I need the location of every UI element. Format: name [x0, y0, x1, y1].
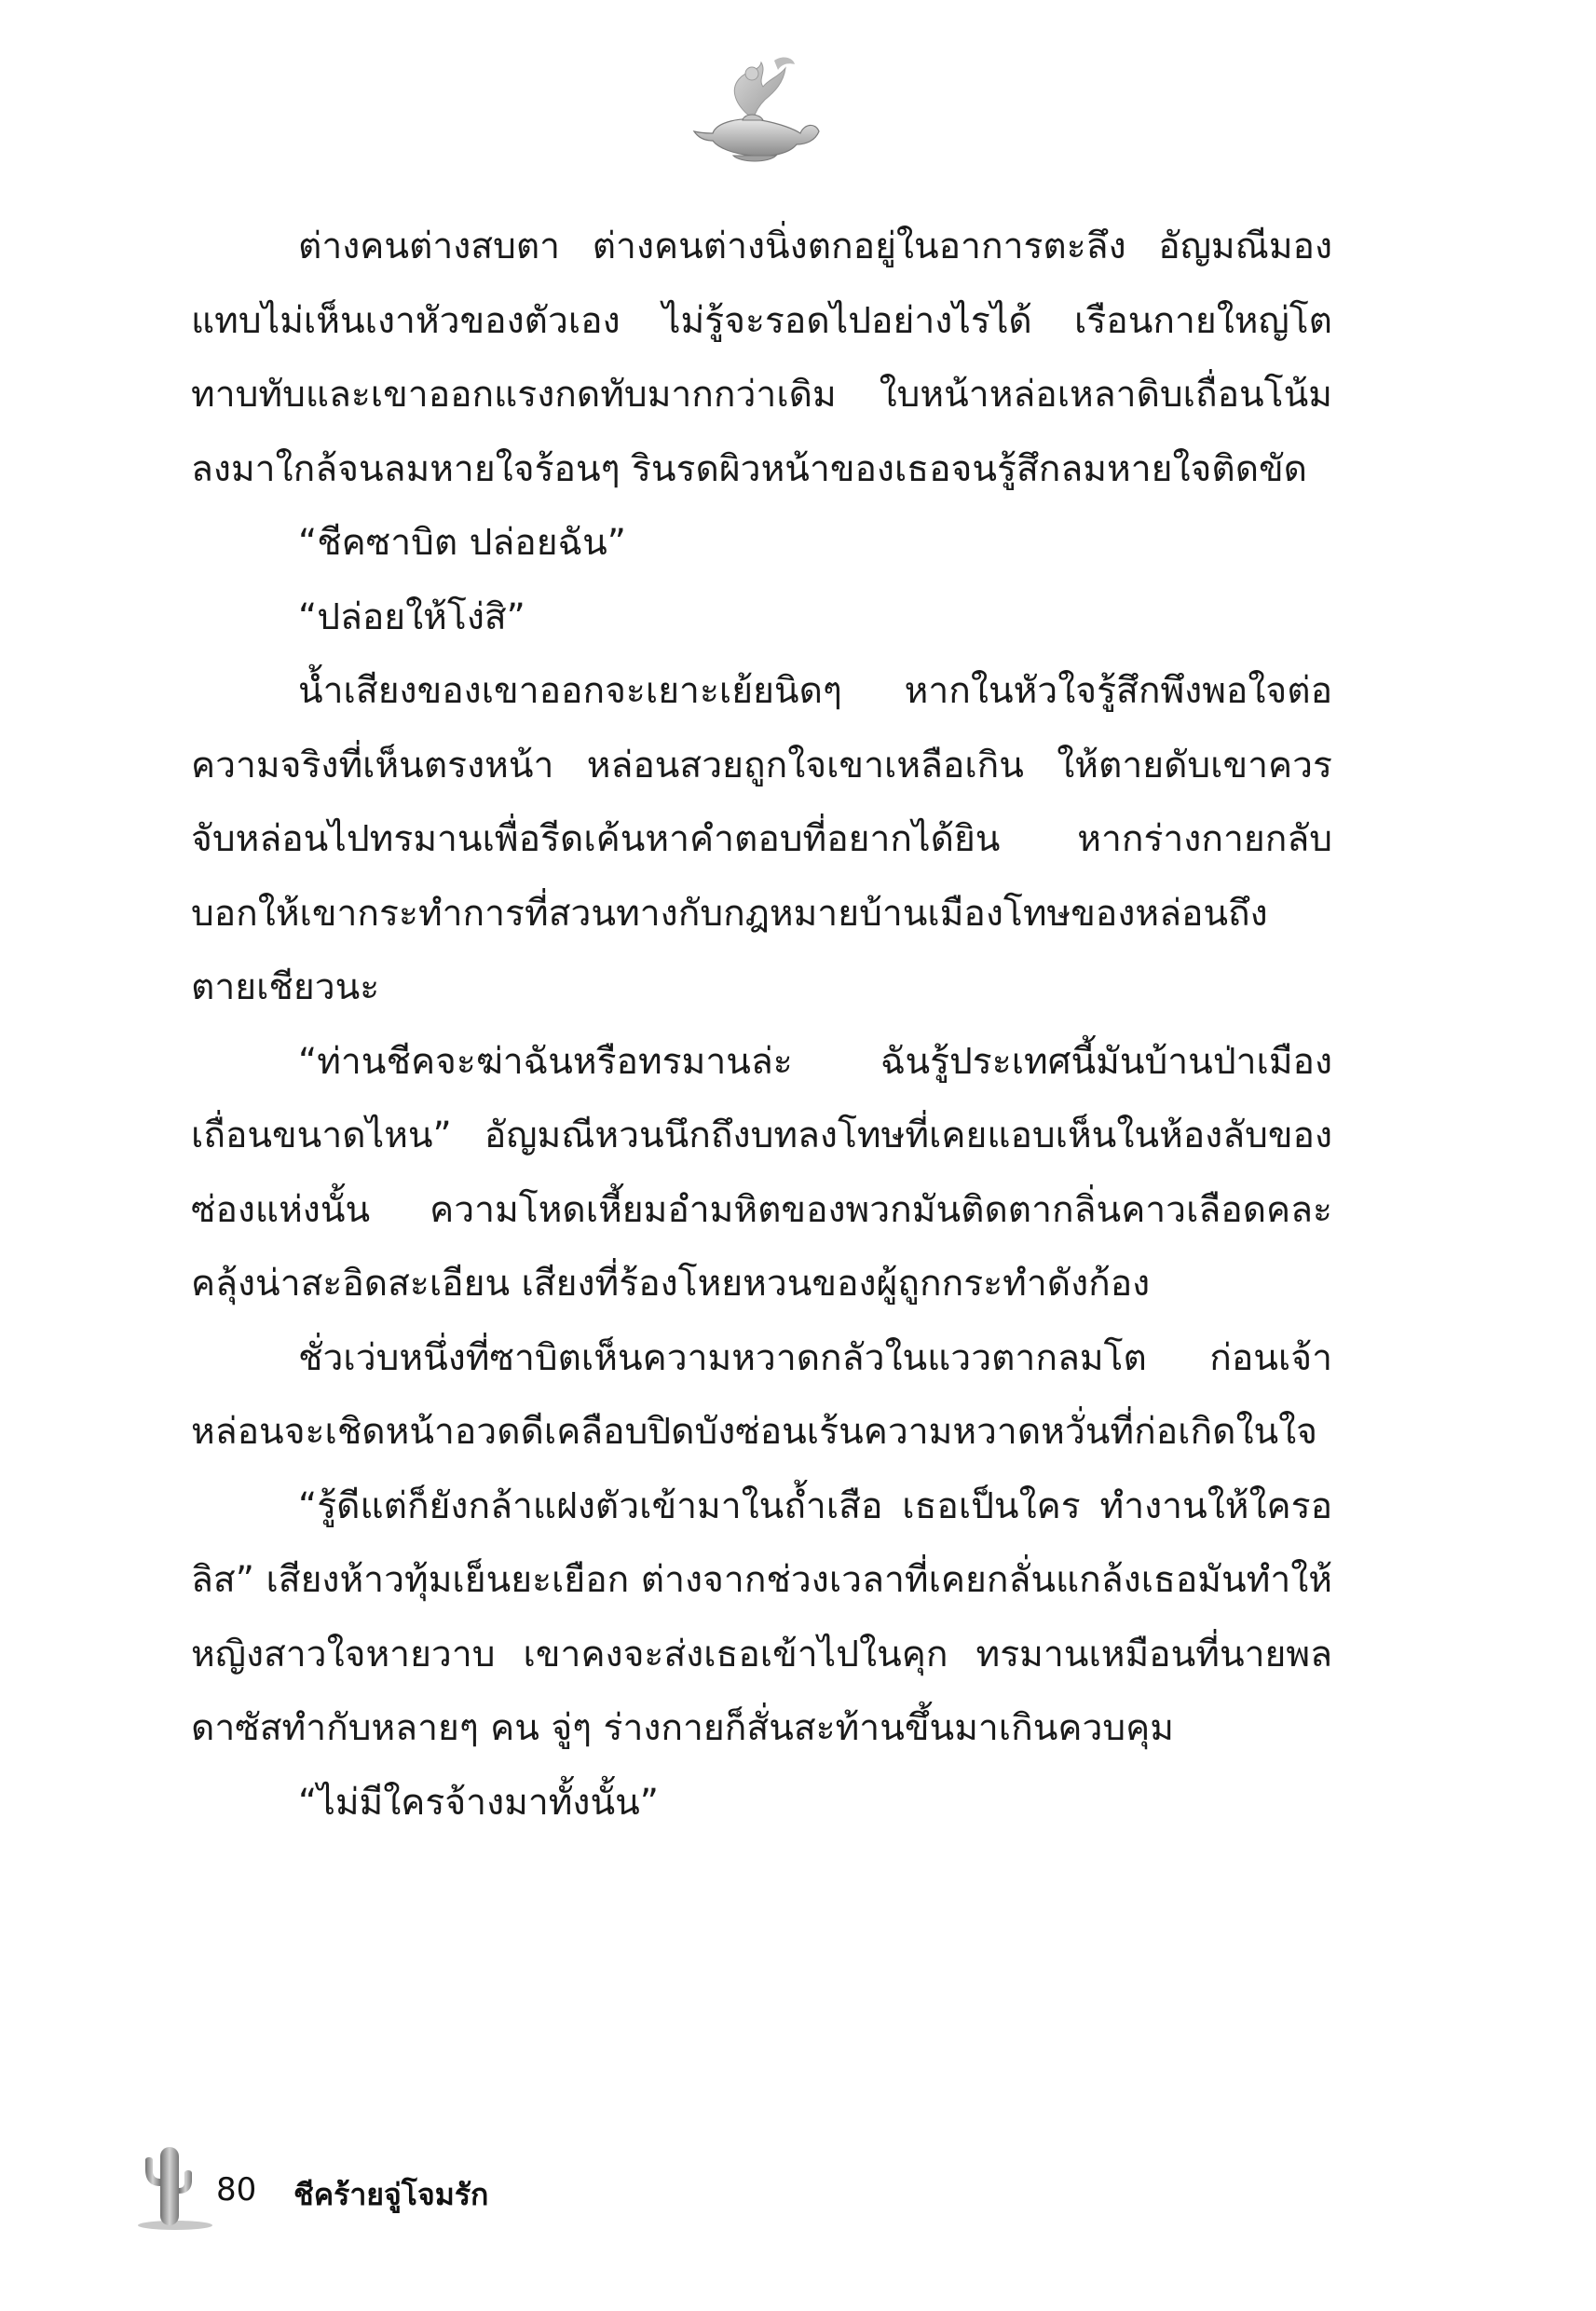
paragraph: ต่างคนต่างสบตา ต่างคนต่างนิ่งตกอยู่ในอาการตะลึง อัญมณีมองแทบไม่เห็นเงาหัวของตัวเอง ไม่รู้จะรอดไปอย่างไรได้ เรือนกายใหญ่โตทาบทับและเขาออกแรงกดทับมากกว่าเดิม ใบหน้าหล่อเหลาดิบเถื่อนโน้มลงมาใกล้จนลมหายใจร้อนๆ รินรดผิวหน้าของเธอจนรู้สึกลมหายใจติดขัด [191, 226, 1332, 490]
dialogue-line: “ชีคซาบิต ปล่อยฉัน” [298, 522, 626, 564]
dialogue-line: “ไม่มีใครจ้างมาทั้งนั้น” [298, 1781, 659, 1824]
genie-lamp-icon [685, 51, 825, 168]
paragraph: ชั่วเว่บหนึ่งที่ซาบิตเห็นความหวาดกลัวในแววตากลมโต ก่อนเจ้าหล่อนจะเชิดหน้าอวดดีเคลือบปิดบังซ่อนเร้นความหวาดหวั่นที่ก่อเกิดในใจ [191, 1336, 1332, 1453]
paragraph: น้ำเสียงของเขาออกจะเยาะเย้ยนิดๆ หากในหัวใจรู้สึกพึงพอใจต่อความจริงที่เห็นตรงหน้า หล่อนสวยถูกใจเขาเหลือเกิน ให้ตายดับเขาควรจับหล่อนไปทรมานเพื่อรีดเค้นหาคำตอบที่อยากได้ยิน หากร่างกายกลับบอกให้เขากระทำการที่สวนทางกับกฎหมายบ้านเมืองโทษของหล่อนถึงตายเชียวนะ [191, 670, 1332, 1008]
page-number: 80 [216, 2171, 257, 2208]
page-footer [130, 2143, 689, 2232]
dialogue-line: “ปล่อยให้โง่สิ” [298, 595, 525, 638]
book-title: ชีคร้ายจู่โจมรัก [293, 2177, 489, 2212]
paragraph: “รู้ดีแต่ก็ยังกล้าแฝงตัวเข้ามาในถ้ำเสือ เธอเป็นใคร ทำงานให้ใครอลิส” เสียงห้าวทุ้มเย็นยะเยือก ต่างจากช่วงเวลาที่เคยกลั่นแกล้งเธอมันทำให้หญิงสาวใจหายวาบ เขาคงจะส่งเธอเข้าไปในคุก ทรมานเหมือนที่นายพลดาซัสทำกับหลายๆ คน จู่ๆ ร่างกายก็สั่นสะท้านขึ้นมาเกินควบคุม [191, 1484, 1332, 1749]
paragraph: “ท่านชีคจะฆ่าฉันหรือทรมานล่ะ ฉันรู้ประเทศนี้มันบ้านป่าเมืองเถื่อนขนาดไหน” อัญมณีหวนนึกถึงบทลงโทษที่เคยแอบเห็นในห้องลับของซ่องแห่งนั้น ความโหดเหี้ยมอำมหิตของพวกมันติดตากลิ่นคาวเลือดคละคลุ้งน่าสะอิดสะเอียน เสียงที่ร้องโหยหวนของผู้ถูกกระทำดังก้อง [191, 1040, 1332, 1305]
body-text [191, 210, 1332, 1839]
